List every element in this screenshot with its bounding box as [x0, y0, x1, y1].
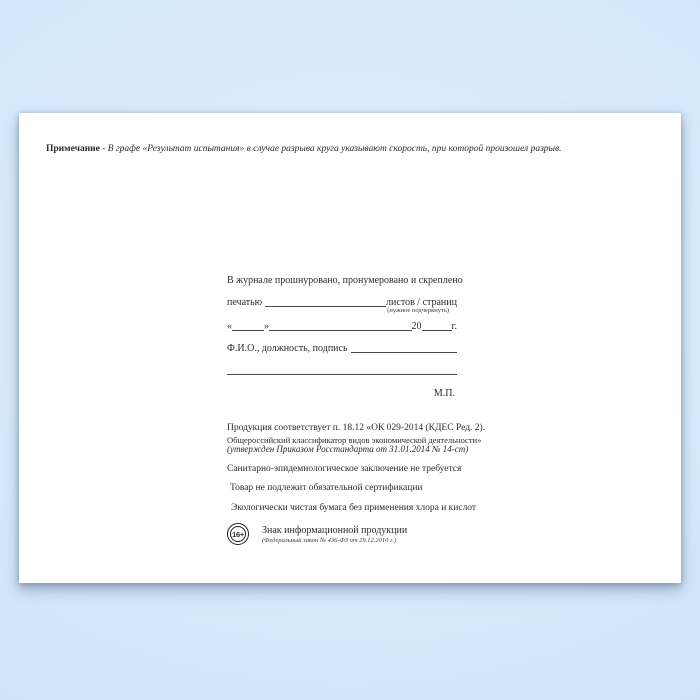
year-suffix: г.: [451, 321, 457, 332]
blank-line: [422, 321, 452, 331]
open-quote: «: [227, 321, 232, 332]
compliance-para1-line2: Общероссийский классификатор видов экономической деятельности»: [227, 435, 482, 445]
year-prefix: 20: [411, 321, 422, 332]
date-line: [227, 321, 457, 332]
blank-line: [269, 321, 412, 331]
blank-line: [227, 374, 457, 375]
signature-label: Ф.И.О., должность, подпись: [227, 343, 348, 354]
age-rating-16plus-label: 16+: [230, 526, 247, 543]
note-line: [46, 144, 646, 154]
info-product-sign-title: Знак информационной продукции: [262, 525, 408, 536]
seal-label: печатью: [227, 297, 263, 308]
certification-statement: Товар не подлежит обязательной сертификации: [230, 483, 423, 493]
blank-line: [232, 321, 264, 331]
eco-paper-statement: Экологически чистая бумага без применения хлора и кислот: [231, 503, 477, 513]
note-text: В графе «Результат испытания» в случае разрыва круга указывают скорость, при которой произошел разрыв.: [107, 144, 562, 154]
compliance-para1-line3: (утвержден Приказом Росстандарта от 31.01.2014 № 14-ст): [227, 444, 469, 454]
info-product-sign-law: (Федеральный закон № 436-ФЗ от 29.12.2010 г.): [262, 537, 397, 544]
sheets-pages-label: листов / страниц: [386, 297, 457, 308]
signature-line: [227, 343, 457, 354]
binding-line1: [227, 275, 463, 286]
sanitary-statement: Санитарно-эпидемиологическое заключение не требуется: [227, 464, 462, 474]
stamp-place: М.П.: [433, 388, 455, 399]
underline-hint: (нужное подчеркнуть): [387, 307, 449, 314]
blank-line: [351, 343, 457, 353]
note-separator: -: [99, 144, 108, 154]
compliance-para1-line1: Продукция соответствует п. 18.12 «ОК 029-2014 (КДЕС Ред. 2).: [227, 423, 486, 433]
age-rating-16plus-icon: [227, 523, 249, 545]
close-quote: »: [264, 321, 269, 332]
binding-line1-text: В журнале прошнуровано, пронумеровано и скреплено: [227, 275, 463, 286]
note-label: Примечание: [46, 144, 100, 154]
blank-line: [265, 297, 386, 307]
document-page: [19, 113, 681, 583]
